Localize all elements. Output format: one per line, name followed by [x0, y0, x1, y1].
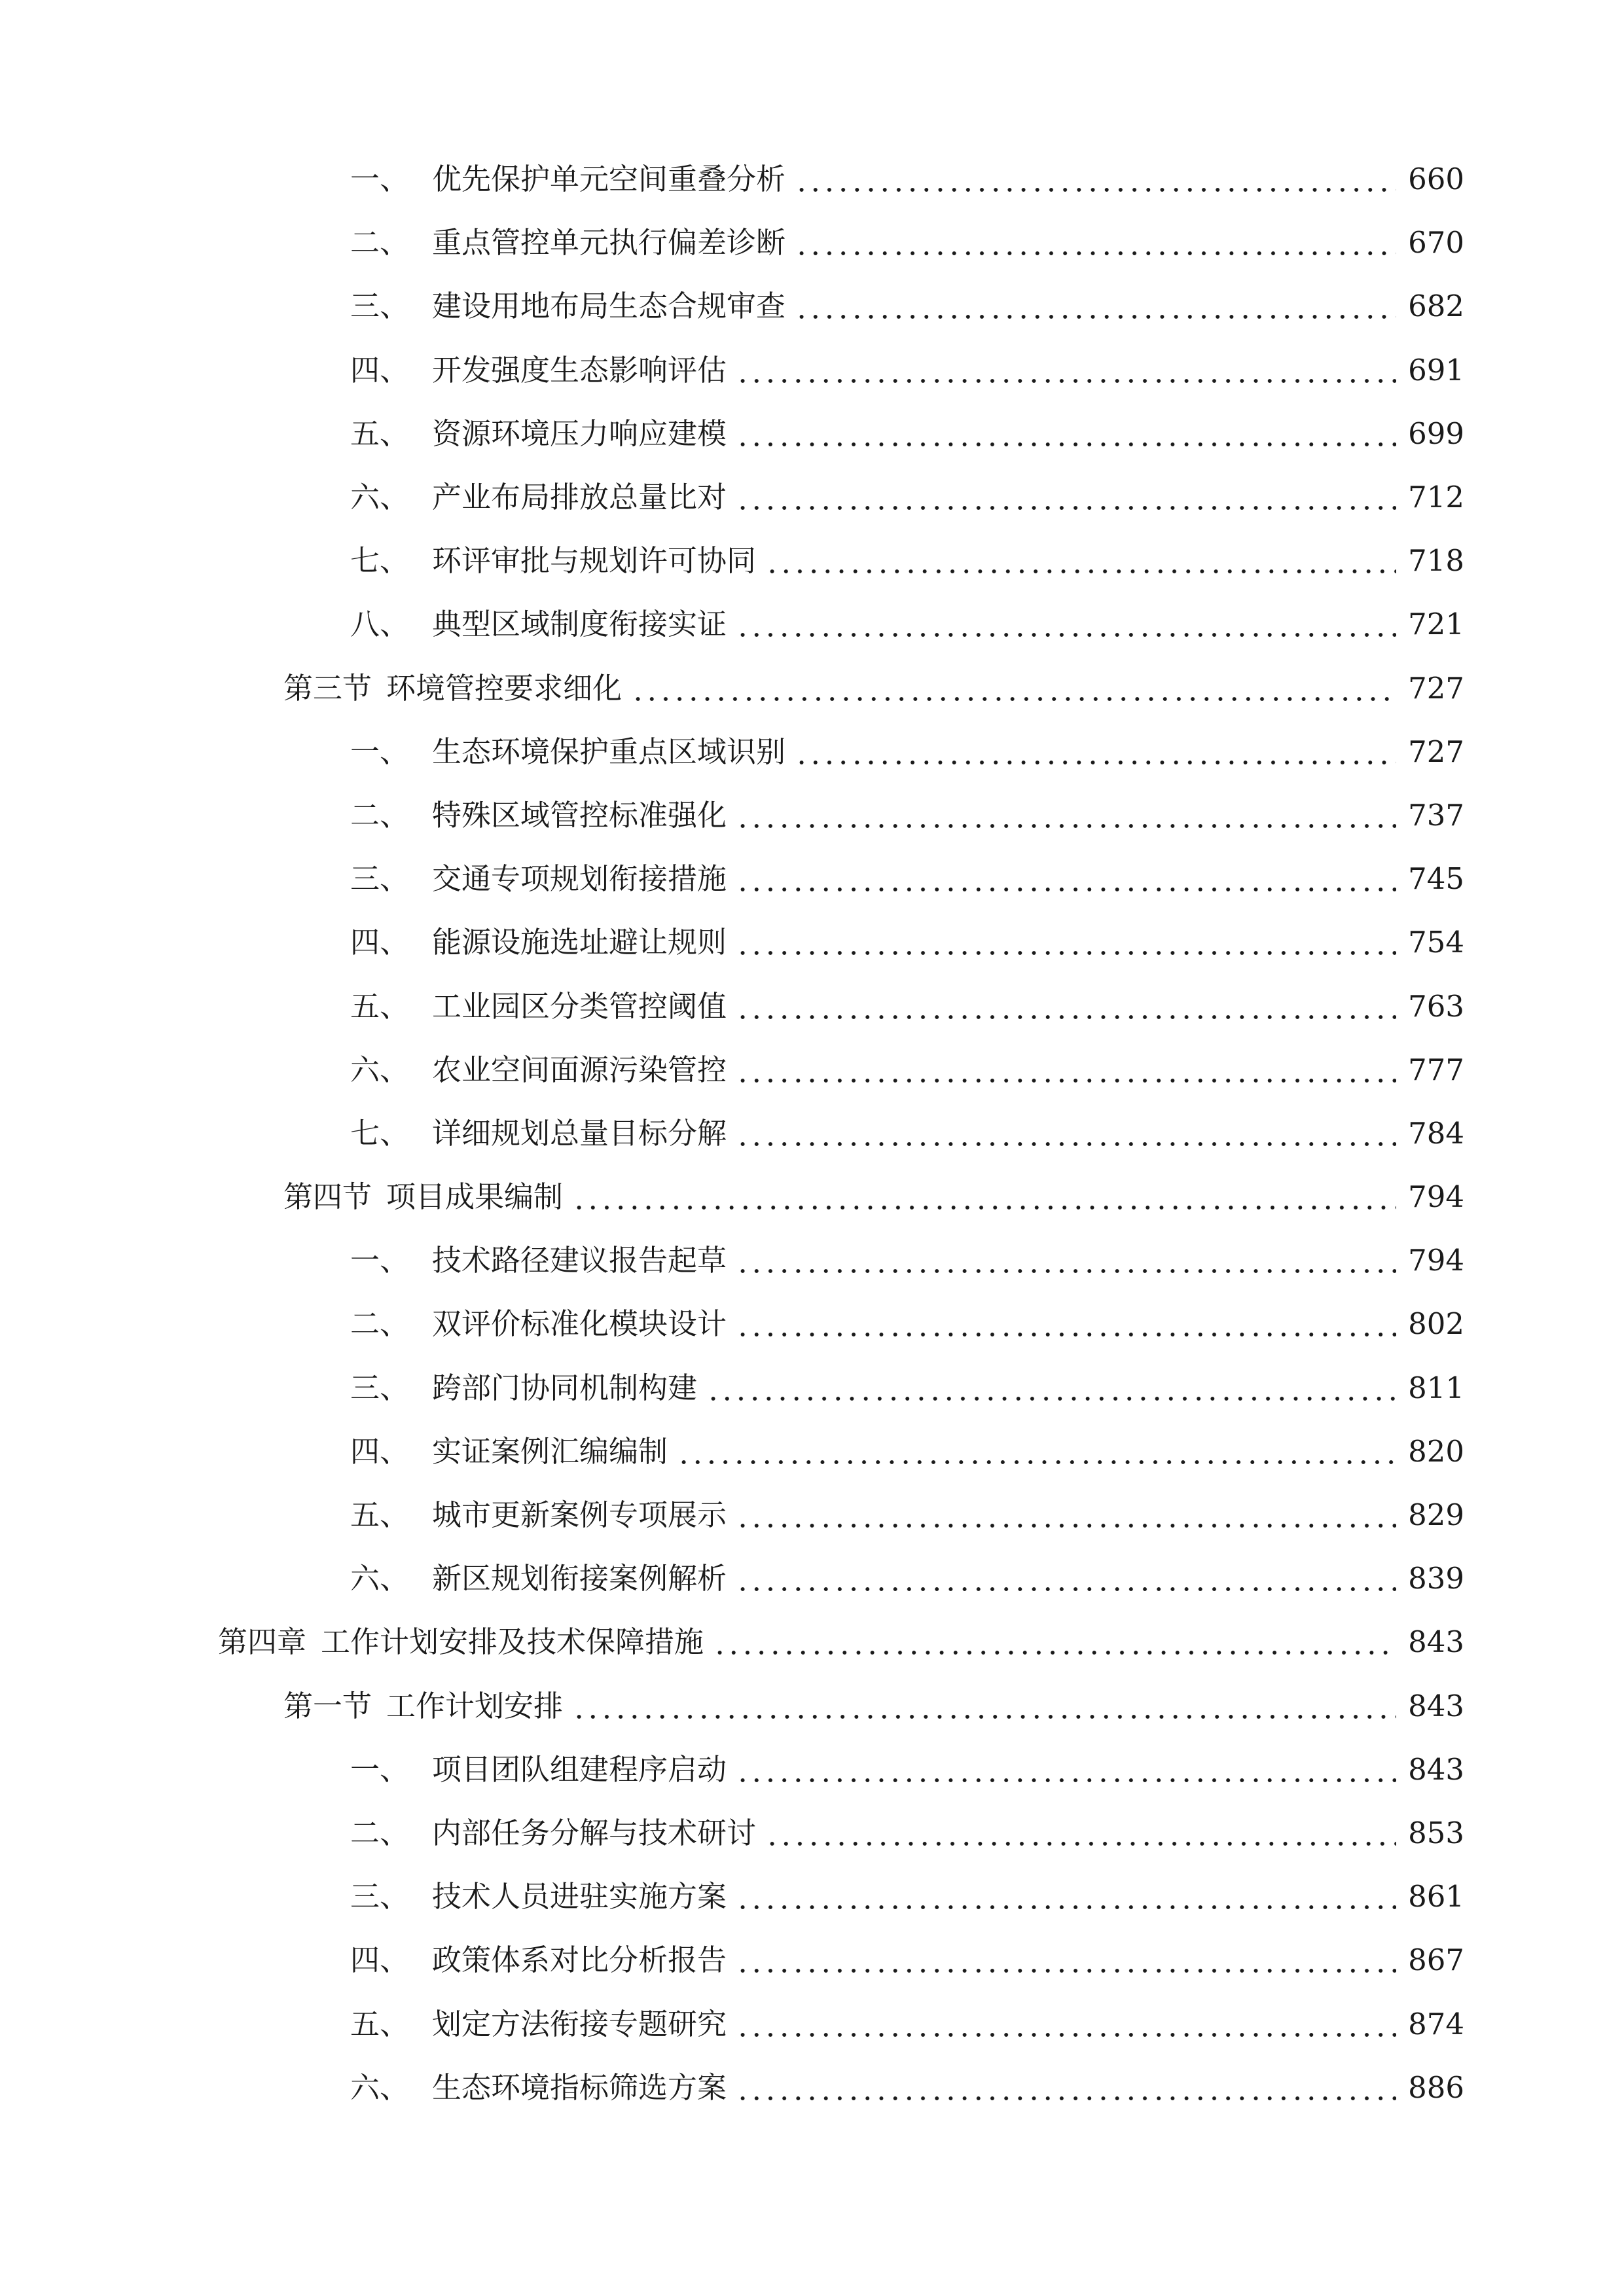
- toc-dot-leader: [631, 673, 1396, 703]
- toc-entry-item[interactable]: [0, 1738, 1624, 1801]
- toc-entry-title: 项目团队组建程序启动: [432, 1751, 727, 1787]
- toc-entry-item[interactable]: [0, 1547, 1624, 1610]
- toc-entry-page-number: 718: [1408, 543, 1464, 579]
- toc-entry-item[interactable]: [0, 465, 1624, 529]
- toc-entry-number: 七、: [350, 1115, 410, 1151]
- toc-entry-page-number: 682: [1408, 289, 1464, 324]
- toc-entry-number: 二、: [350, 797, 410, 833]
- toc-entry-number: 二、: [350, 1815, 410, 1850]
- toc-entry-number: 二、: [350, 225, 410, 260]
- toc-entry-page-number: 861: [1408, 1879, 1464, 1914]
- toc-entry-item[interactable]: [0, 847, 1624, 910]
- toc-entry-page-number: 843: [1408, 1688, 1464, 1723]
- toc-entry-title: 详细规划总量目标分解: [432, 1115, 727, 1151]
- toc-dot-leader: [736, 1119, 1396, 1148]
- toc-dot-leader: [736, 482, 1396, 512]
- toc-entry-title: 优先保护单元空间重叠分析: [432, 162, 786, 197]
- toc-entry-item[interactable]: [0, 147, 1624, 211]
- toc-entry-number: 第四节: [283, 1179, 372, 1215]
- toc-entry-item[interactable]: [0, 402, 1624, 465]
- toc-entry-page-number: 843: [1408, 1751, 1464, 1787]
- toc-entry-title: 技术路径建议报告起草: [432, 1243, 727, 1278]
- toc-entry-number: 第三节: [283, 670, 372, 706]
- toc-dot-leader: [795, 228, 1396, 257]
- toc-entry-page-number: 886: [1408, 2070, 1464, 2105]
- toc-dot-leader: [736, 419, 1396, 448]
- toc-entry-page-number: 843: [1408, 1624, 1464, 1660]
- toc-entry-title: 生态环境指标筛选方案: [432, 2070, 727, 2105]
- toc-entry-number: 二、: [350, 1306, 410, 1342]
- toc-entry-item[interactable]: [0, 1292, 1624, 1355]
- toc-entry-page-number: 727: [1408, 734, 1464, 769]
- toc-entry-number: 一、: [350, 162, 410, 197]
- toc-entry-number: 八、: [350, 607, 410, 642]
- toc-entry-section[interactable]: [0, 656, 1624, 720]
- toc-entry-page-number: 660: [1408, 162, 1464, 197]
- toc-entry-number: 三、: [350, 289, 410, 324]
- toc-dot-leader: [736, 1055, 1396, 1085]
- toc-entry-page-number: 754: [1408, 925, 1464, 960]
- toc-entry-item[interactable]: [0, 1483, 1624, 1547]
- toc-entry-title: 产业布局排放总量比对: [432, 480, 727, 515]
- toc-entry-page-number: 691: [1408, 352, 1464, 387]
- toc-entry-item[interactable]: [0, 720, 1624, 783]
- toc-entry-title: 能源设施选址避让规则: [432, 925, 727, 960]
- toc-dot-leader: [677, 1437, 1396, 1466]
- toc-dot-leader: [736, 1500, 1396, 1530]
- toc-entry-number: 五、: [350, 2006, 410, 2041]
- toc-dot-leader: [736, 1945, 1396, 1975]
- toc-entry-item[interactable]: [0, 1102, 1624, 1165]
- toc-entry-title: 开发强度生态影响评估: [432, 352, 727, 387]
- toc-entry-title: 工作计划安排: [386, 1688, 564, 1723]
- toc-entry-title: 典型区域制度衔接实证: [432, 607, 727, 642]
- toc-entry-page-number: 802: [1408, 1306, 1464, 1342]
- toc-entry-page-number: 794: [1408, 1179, 1464, 1215]
- toc-entry-number: 第四章: [218, 1624, 307, 1660]
- toc-entry-item[interactable]: [0, 211, 1624, 274]
- toc-entry-item[interactable]: [0, 274, 1624, 338]
- toc-entry-page-number: 745: [1408, 861, 1464, 897]
- toc-entry-item[interactable]: [0, 529, 1624, 592]
- toc-entry-title: 内部任务分解与技术研讨: [432, 1815, 757, 1850]
- toc-entry-title: 交通专项规划衔接措施: [432, 861, 727, 897]
- toc-dot-leader: [736, 1246, 1396, 1275]
- toc-entry-chapter[interactable]: [0, 1610, 1624, 1674]
- toc-entry-item[interactable]: [0, 592, 1624, 656]
- toc-entry-page-number: 737: [1408, 797, 1464, 833]
- toc-entry-page-number: 839: [1408, 1561, 1464, 1596]
- toc-entry-title: 生态环境保护重点区域识别: [432, 734, 786, 769]
- toc-dot-leader: [572, 1182, 1396, 1211]
- toc-entry-page-number: 829: [1408, 1498, 1464, 1533]
- toc-entry-number: 六、: [350, 1561, 410, 1596]
- toc-entry-title: 建设用地布局生态合规审查: [432, 289, 786, 324]
- toc-entry-section[interactable]: [0, 1674, 1624, 1738]
- toc-entry-page-number: 670: [1408, 225, 1464, 260]
- toc-dot-leader: [736, 1882, 1396, 1911]
- table-of-contents: [0, 147, 1624, 2119]
- toc-dot-leader: [795, 291, 1396, 321]
- toc-entry-page-number: 867: [1408, 1943, 1464, 1978]
- toc-entry-title: 双评价标准化模块设计: [432, 1306, 727, 1342]
- toc-entry-number: 三、: [350, 1370, 410, 1405]
- toc-entry-number: 六、: [350, 480, 410, 515]
- toc-entry-title: 城市更新案例专项展示: [432, 1498, 727, 1533]
- toc-entry-page-number: 727: [1408, 670, 1464, 706]
- toc-entry-page-number: 794: [1408, 1243, 1464, 1278]
- toc-entry-number: 三、: [350, 1879, 410, 1914]
- toc-entry-item[interactable]: [0, 1229, 1624, 1292]
- toc-entry-item[interactable]: [0, 1356, 1624, 1420]
- toc-entry-number: 六、: [350, 1052, 410, 1087]
- toc-entry-page-number: 820: [1408, 1433, 1464, 1469]
- toc-dot-leader: [736, 2073, 1396, 2102]
- toc-dot-leader: [765, 546, 1396, 575]
- toc-entry-number: 三、: [350, 861, 410, 897]
- toc-entry-title: 特殊区域管控标准强化: [432, 797, 727, 833]
- toc-entry-page-number: 874: [1408, 2006, 1464, 2041]
- toc-entry-title: 划定方法衔接专题研究: [432, 2006, 727, 2041]
- toc-entry-item[interactable]: [0, 1420, 1624, 1483]
- toc-entry-number: 一、: [350, 1243, 410, 1278]
- toc-entry-title: 环评审批与规划许可协同: [432, 543, 757, 579]
- toc-dot-leader: [765, 1818, 1396, 1848]
- toc-entry-item[interactable]: [0, 910, 1624, 974]
- toc-dot-leader: [736, 992, 1396, 1021]
- toc-entry-item[interactable]: [0, 1928, 1624, 1992]
- toc-entry-number: 四、: [350, 352, 410, 387]
- toc-dot-leader: [795, 737, 1396, 766]
- toc-entry-number: 七、: [350, 543, 410, 579]
- toc-entry-page-number: 712: [1408, 480, 1464, 515]
- toc-entry-title: 跨部门协同机制构建: [432, 1370, 698, 1405]
- toc-entry-number: 四、: [350, 1943, 410, 1978]
- toc-entry-section[interactable]: [0, 1165, 1624, 1229]
- toc-entry-number: 四、: [350, 1433, 410, 1469]
- toc-entry-page-number: 699: [1408, 416, 1464, 451]
- toc-dot-leader: [736, 800, 1396, 830]
- toc-entry-title: 实证案例汇编编制: [432, 1433, 668, 1469]
- toc-entry-item[interactable]: [0, 974, 1624, 1037]
- toc-dot-leader: [736, 609, 1396, 639]
- toc-dot-leader: [795, 164, 1396, 194]
- toc-entry-number: 五、: [350, 988, 410, 1024]
- toc-entry-page-number: 811: [1408, 1370, 1464, 1405]
- toc-entry-item[interactable]: [0, 1038, 1624, 1102]
- toc-entry-page-number: 853: [1408, 1815, 1464, 1850]
- toc-entry-number: 一、: [350, 734, 410, 769]
- toc-entry-number: 五、: [350, 1498, 410, 1533]
- toc-entry-title: 政策体系对比分析报告: [432, 1943, 727, 1978]
- toc-entry-title: 农业空间面源污染管控: [432, 1052, 727, 1087]
- toc-entry-item[interactable]: [0, 1801, 1624, 1865]
- toc-entry-page-number: 777: [1408, 1052, 1464, 1087]
- toc-dot-leader: [713, 1627, 1396, 1657]
- toc-dot-leader: [736, 864, 1396, 893]
- toc-entry-number: 第一节: [283, 1688, 372, 1723]
- toc-entry-title: 技术人员进驻实施方案: [432, 1879, 727, 1914]
- toc-entry-title: 资源环境压力响应建模: [432, 416, 727, 451]
- toc-dot-leader: [736, 927, 1396, 957]
- toc-dot-leader: [572, 1691, 1396, 1721]
- toc-entry-title: 工业园区分类管控阈值: [432, 988, 727, 1024]
- toc-entry-item[interactable]: [0, 1865, 1624, 1928]
- toc-entry-number: 一、: [350, 1751, 410, 1787]
- toc-entry-page-number: 721: [1408, 607, 1464, 642]
- toc-entry-title: 环境管控要求细化: [386, 670, 623, 706]
- toc-entry-title: 重点管控单元执行偏差诊断: [432, 225, 786, 260]
- toc-entry-item[interactable]: [0, 783, 1624, 847]
- toc-entry-page-number: 784: [1408, 1115, 1464, 1151]
- toc-entry-title: 新区规划衔接案例解析: [432, 1561, 727, 1596]
- toc-dot-leader: [706, 1373, 1396, 1403]
- toc-entry-item[interactable]: [0, 1992, 1624, 2055]
- toc-entry-number: 五、: [350, 416, 410, 451]
- toc-entry-number: 六、: [350, 2070, 410, 2105]
- toc-dot-leader: [736, 1564, 1396, 1593]
- toc-entry-title: 工作计划安排及技术保障措施: [321, 1624, 704, 1660]
- toc-entry-item[interactable]: [0, 2056, 1624, 2119]
- toc-dot-leader: [736, 355, 1396, 385]
- toc-entry-item[interactable]: [0, 338, 1624, 402]
- toc-dot-leader: [736, 1755, 1396, 1784]
- toc-dot-leader: [736, 1309, 1396, 1338]
- toc-entry-title: 项目成果编制: [386, 1179, 564, 1215]
- toc-entry-page-number: 763: [1408, 988, 1464, 1024]
- toc-entry-number: 四、: [350, 925, 410, 960]
- toc-dot-leader: [736, 2009, 1396, 2039]
